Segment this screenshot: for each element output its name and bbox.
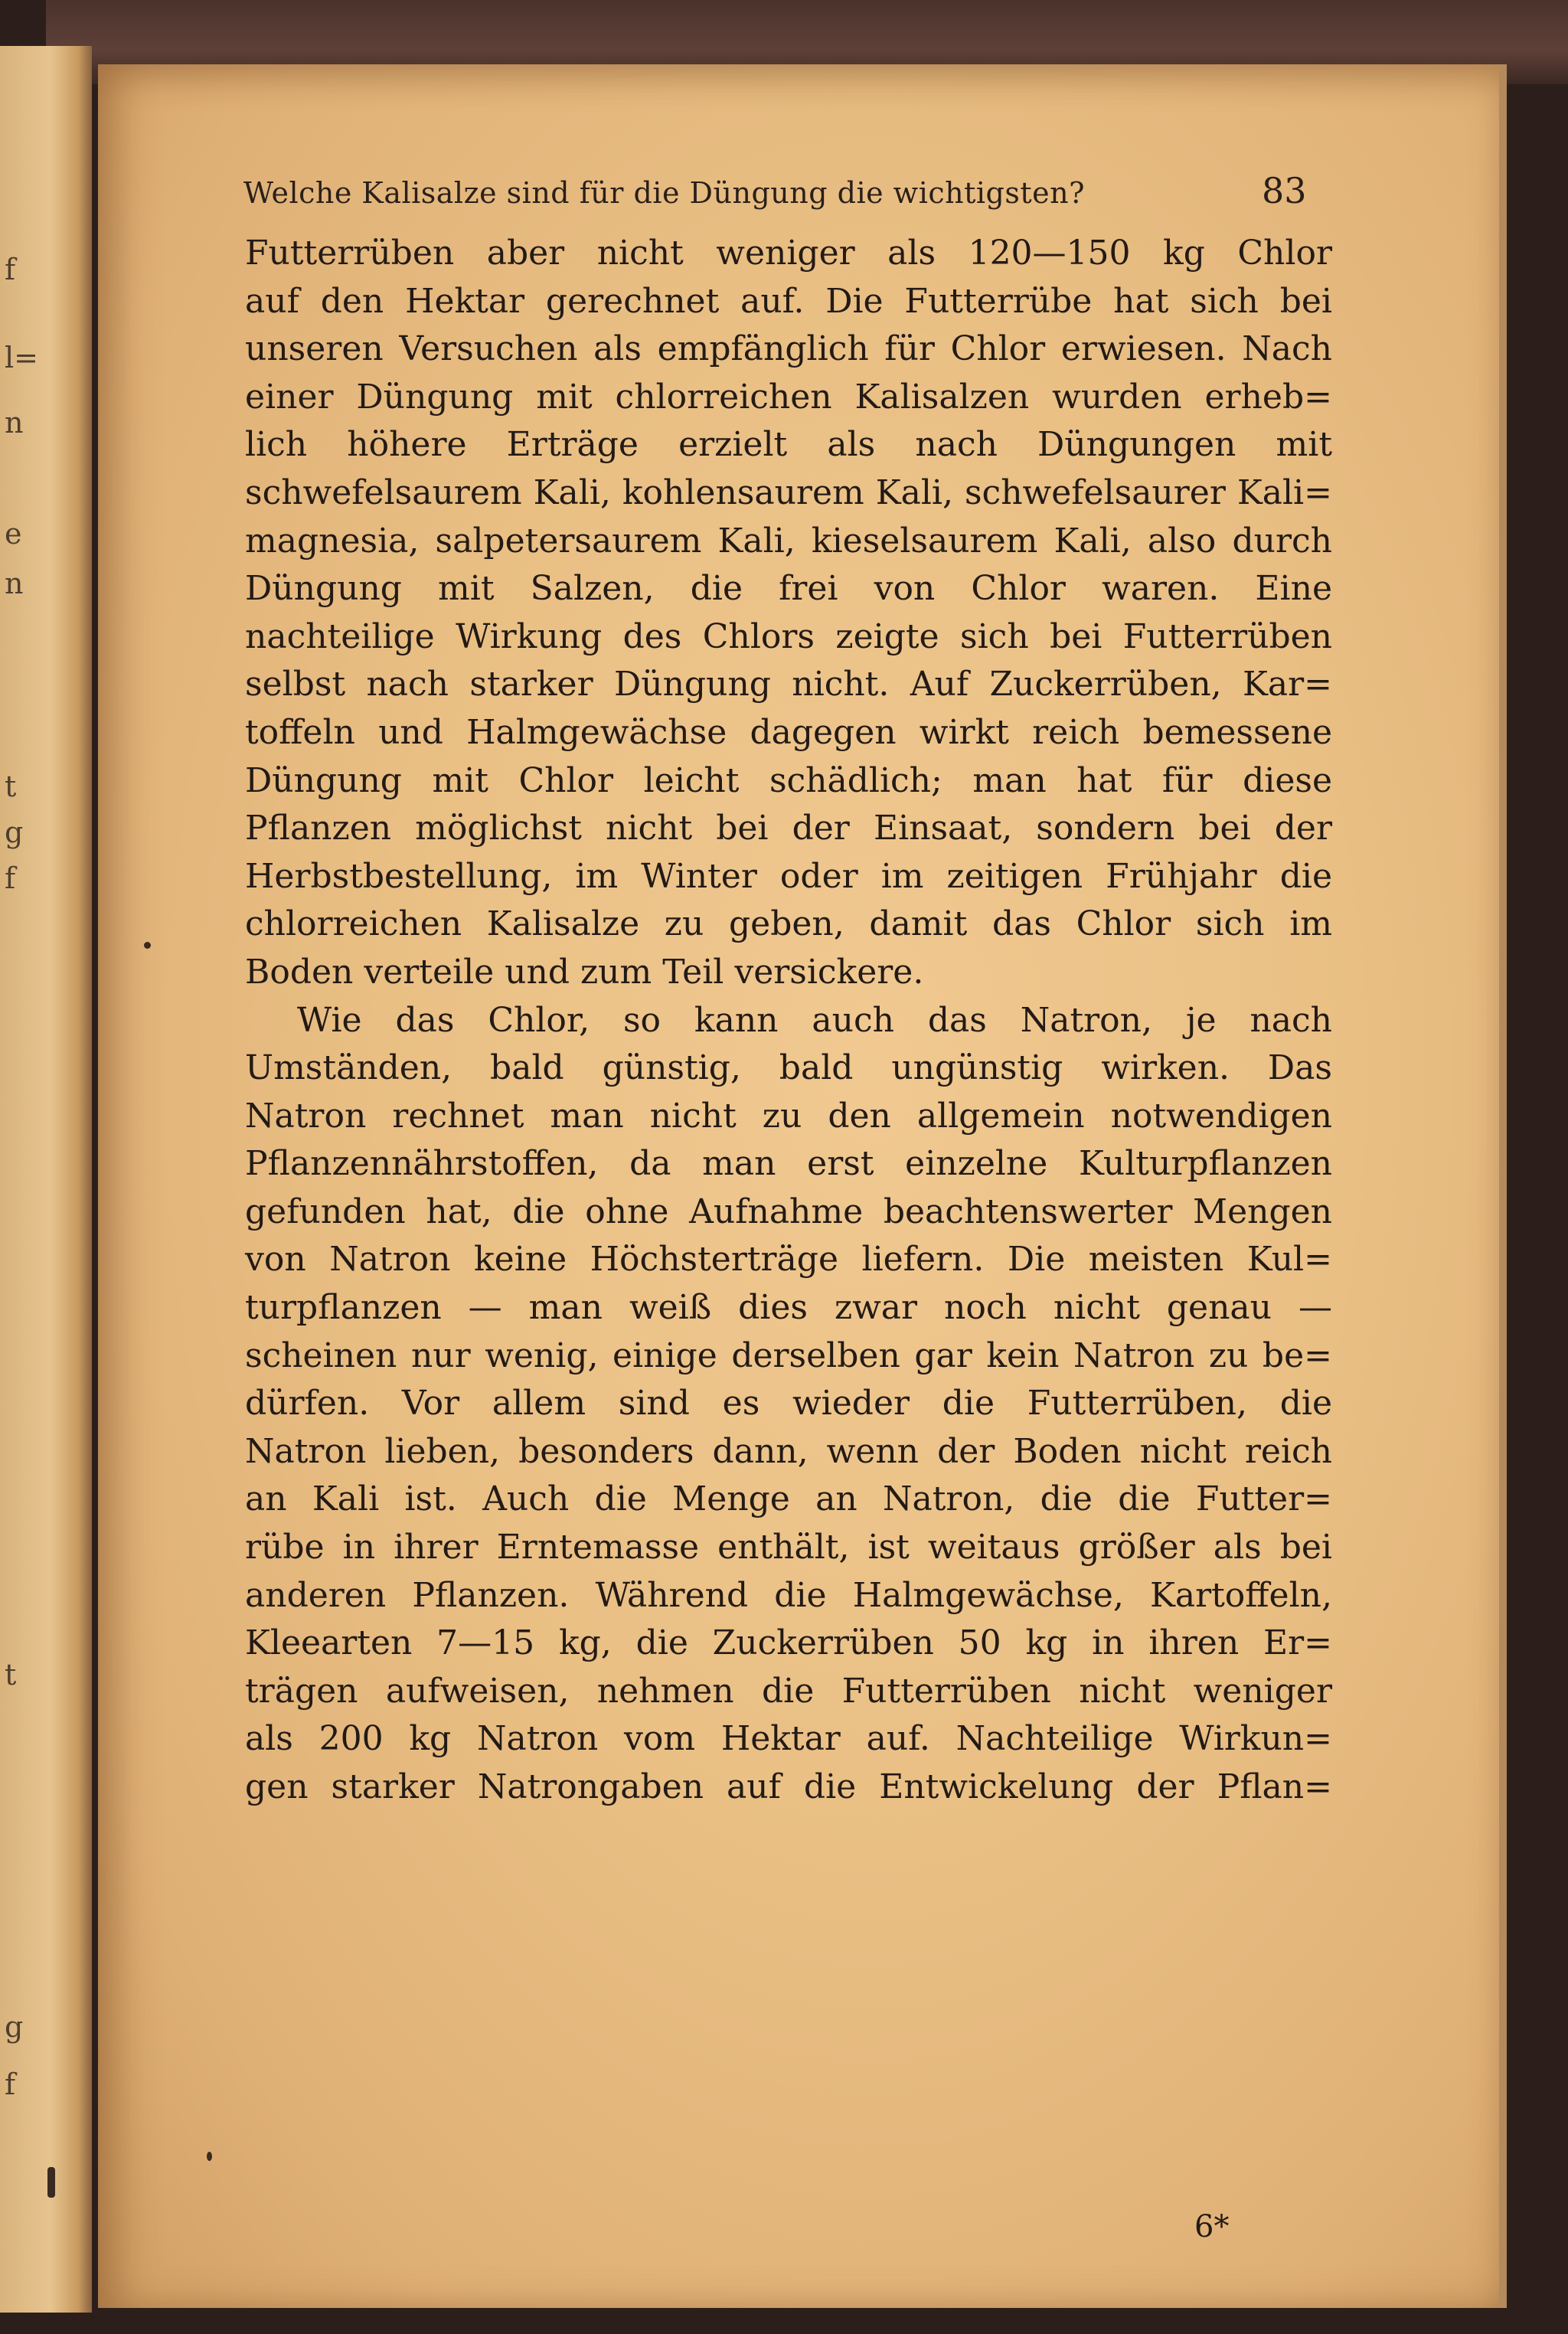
text-line: gefunden hat, die ohne Aufnahme beachtenswerter Mengen [245, 1192, 1332, 1231]
text-line: Kleearten 7—15 kg, die Zuckerrüben 50 kg in ihren Er= [245, 1623, 1332, 1663]
text-line: anderen Pflanzen. Während die Halmgewächse, Kartoffeln, [245, 1575, 1332, 1615]
left-fragment: g [5, 2010, 24, 2044]
paragraph-start-line: Wie das Chlor, so kann auch das Natron, je nach [297, 1000, 1332, 1040]
paper-speck [144, 942, 151, 949]
text-line: scheinen nur wenig, einige derselben gar kein Natron zu be= [245, 1335, 1332, 1375]
text-line: selbst nach starker Düngung nicht. Auf Zuckerrüben, Kar= [245, 665, 1332, 704]
text-line: turpflanzen — man weiß dies zwar noch nicht genau — [245, 1288, 1332, 1328]
text-line: einer Düngung mit chlorreichen Kalisalzen wurden erheb= [245, 377, 1332, 417]
text-line: als 200 kg Natron vom Hektar auf. Nachteilige Wirkun= [245, 1719, 1332, 1759]
text-line: nachteilige Wirkung des Chlors zeigte sich bei Futterrüben [245, 616, 1332, 656]
left-fragment: f [5, 861, 16, 895]
text-line: Düngung mit Chlor leicht schädlich; man hat für diese [245, 760, 1332, 800]
text-line: Natron lieben, besonders dann, wenn der Boden nicht reich [245, 1431, 1332, 1471]
text-line: Düngung mit Salzen, die frei von Chlor waren. Eine [245, 569, 1332, 609]
left-fragment: n [5, 406, 24, 440]
text-line: auf den Hektar gerechnet auf. Die Futterrübe hat sich bei [245, 281, 1332, 321]
left-fragment: l= [5, 341, 38, 374]
text-line: Pflanzennährstoffen, da man erst einzelne Kulturpflanzen [245, 1144, 1332, 1184]
text-line: Umständen, bald günstig, bald ungünstig wirken. Das [245, 1048, 1332, 1088]
left-fragment: t [5, 1658, 17, 1692]
text-line: dürfen. Vor allem sind es wieder die Futterrüben, die [245, 1384, 1332, 1424]
text-line: Futterrüben aber nicht weniger als 120—150 kg Chlor [245, 234, 1332, 273]
text-line: magnesia, salpetersaurem Kali, kieselsaurem Kali, also durch [245, 521, 1332, 561]
left-fragment: g [5, 816, 24, 849]
text-line: Herbstbestellung, im Winter oder im zeitigen Frühjahr die [245, 856, 1332, 896]
text-line: schwefelsaurem Kali, kohlensaurem Kali, schwefelsaurer Kali= [245, 472, 1332, 512]
left-fragment: n [5, 567, 24, 600]
left-fragment: f [5, 2068, 16, 2101]
page-number: 83 [1262, 170, 1307, 211]
text-line: rübe in ihrer Erntemasse enthält, ist weitaus größer als bei [245, 1528, 1332, 1567]
left-fragment: f [5, 253, 16, 286]
paragraph-end-line: Boden verteile und zum Teil versickere. [245, 952, 924, 992]
text-line: gen starker Natrongaben auf die Entwickelung der Pflan= [245, 1767, 1332, 1806]
running-head: Welche Kalisalze sind für die Düngung die wichtigsten? [243, 176, 1085, 210]
text-line: chlorreichen Kalisalze zu geben, damit das Chlor sich im [245, 904, 1332, 944]
text-line: Natron rechnet man nicht zu den allgemein notwendigen [245, 1096, 1332, 1136]
body-text [245, 230, 1332, 1812]
text-line: trägen aufweisen, nehmen die Futterrüben nicht weniger [245, 1671, 1332, 1711]
paper-speck [47, 2167, 55, 2198]
text-line: toffeln und Halmgewächse dagegen wirkt reich bemessene [245, 712, 1332, 752]
text-line: lich höhere Erträge erzielt als nach Düngungen mit [245, 425, 1332, 465]
left-fragment: e [5, 517, 22, 551]
left-fragment: t [5, 770, 17, 803]
paper-speck [207, 2152, 212, 2161]
signature-mark: 6* [1194, 2209, 1230, 2244]
text-line: Pflanzen möglichst nicht bei der Einsaat, sondern bei der [245, 809, 1332, 848]
text-line: von Natron keine Höchsterträge liefern. Die meisten Kul= [245, 1240, 1332, 1280]
previous-page-edge [0, 46, 92, 2313]
text-line: an Kali ist. Auch die Menge an Natron, die die Futter= [245, 1479, 1332, 1519]
text-line: unseren Versuchen als empfänglich für Chlor erwiesen. Nach [245, 329, 1332, 369]
